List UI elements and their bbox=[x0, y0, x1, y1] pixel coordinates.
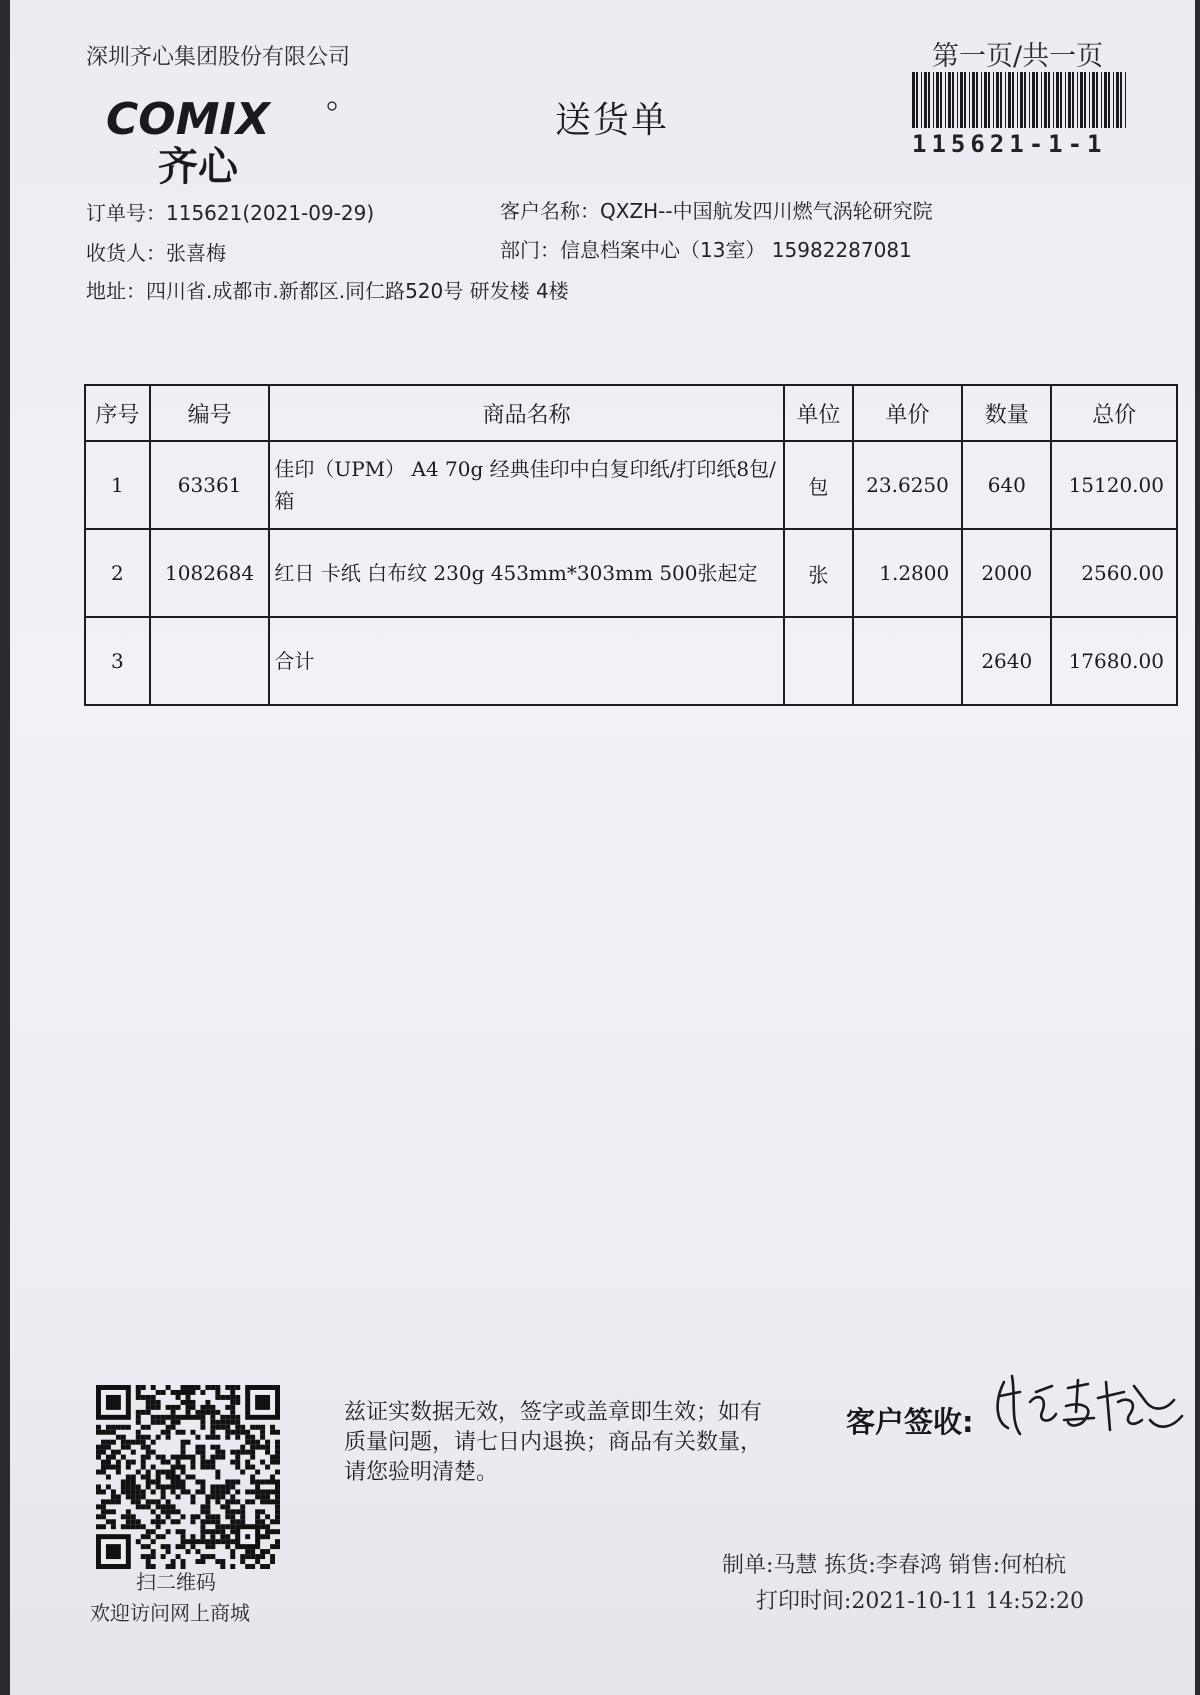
document-title: 送货单 bbox=[555, 100, 670, 141]
cell-unit-price bbox=[853, 617, 962, 705]
table-header-row bbox=[85, 385, 1177, 441]
col-header-unit: 单位 bbox=[784, 385, 853, 441]
delivery-address: 地址：四川省.成都市.新都区.同仁路520号 研发楼 4楼 bbox=[86, 279, 569, 303]
receiver-name: 收货人：张喜梅 bbox=[86, 241, 226, 265]
cell-total: 2560.00 bbox=[1051, 529, 1177, 617]
cell-unit: 张 bbox=[784, 529, 853, 617]
comix-logo-icon bbox=[106, 96, 346, 186]
table-row bbox=[85, 529, 1177, 617]
cell-index: 1 bbox=[85, 441, 150, 529]
qr-caption-scan: 扫二维码 bbox=[136, 1570, 216, 1594]
cell-quantity: 640 bbox=[962, 441, 1051, 529]
col-header-product: 商品名称 bbox=[269, 385, 784, 441]
notice-text: 兹证实数据无效，签字或盖章即生效；如有质量问题，请七日内退换；商品有关数量，请您验明清楚。 bbox=[344, 1400, 763, 1485]
col-header-code: 编号 bbox=[150, 385, 270, 441]
cell-product: 合计 bbox=[269, 617, 784, 705]
delivery-note-page bbox=[10, 0, 1195, 1695]
col-header-quantity: 数量 bbox=[962, 385, 1051, 441]
cell-code: 1082684 bbox=[150, 529, 270, 617]
cell-quantity: 2000 bbox=[962, 529, 1051, 617]
qr-caption-store: 欢迎访问网上商城 bbox=[90, 1601, 250, 1625]
print-time: 打印时间:2021-10-11 14:52:20 bbox=[756, 1589, 1085, 1614]
department: 部门：信息档案中心（13室） 15982287081 bbox=[500, 238, 912, 262]
items-table bbox=[84, 384, 1178, 706]
cell-quantity: 2640 bbox=[962, 617, 1051, 705]
cell-total: 17680.00 bbox=[1051, 617, 1177, 705]
table-row bbox=[85, 441, 1177, 529]
svg-text:COMIX: COMIX bbox=[106, 96, 270, 145]
cell-unit bbox=[784, 617, 853, 705]
staff-line: 制单:马慧 拣货:李春鸿 销售:何柏杭 bbox=[722, 1553, 1067, 1578]
cell-code: 63361 bbox=[150, 441, 270, 529]
barcode-icon bbox=[910, 72, 1132, 128]
col-header-total: 总价 bbox=[1051, 385, 1177, 441]
cell-product: 红日 卡纸 白布纹 230g 453mm*303mm 500张起定 bbox=[269, 529, 784, 617]
cell-index: 2 bbox=[85, 529, 150, 617]
cell-unit: 包 bbox=[784, 441, 853, 529]
svg-text:齐心: 齐心 bbox=[158, 144, 238, 186]
company-name: 深圳齐心集团股份有限公司 bbox=[86, 45, 351, 70]
cell-total: 15120.00 bbox=[1051, 441, 1177, 529]
col-header-unit-price: 单价 bbox=[853, 385, 962, 441]
cell-index: 3 bbox=[85, 617, 150, 705]
page-info: 第一页/共一页 bbox=[932, 41, 1104, 72]
customer-signature-label: 客户签收: bbox=[846, 1405, 974, 1439]
order-number: 订单号：115621(2021-09-29) bbox=[86, 201, 375, 225]
col-header-index: 序号 bbox=[85, 385, 150, 441]
cell-unit-price: 1.2800 bbox=[853, 529, 962, 617]
cell-unit-price: 23.6250 bbox=[853, 441, 962, 529]
customer-name: 客户名称：QXZH--中国航发四川燃气涡轮研究院 bbox=[500, 199, 933, 223]
cell-product: 佳印（UPM） A4 70g 经典佳印中白复印纸/打印纸8包/箱 bbox=[269, 441, 784, 529]
barcode-number: 115621-1-1 bbox=[912, 130, 1107, 158]
qr-code-icon bbox=[96, 1385, 280, 1569]
table-row-total bbox=[85, 617, 1177, 705]
cell-code bbox=[150, 617, 270, 705]
handwritten-signature-icon bbox=[990, 1362, 1190, 1452]
